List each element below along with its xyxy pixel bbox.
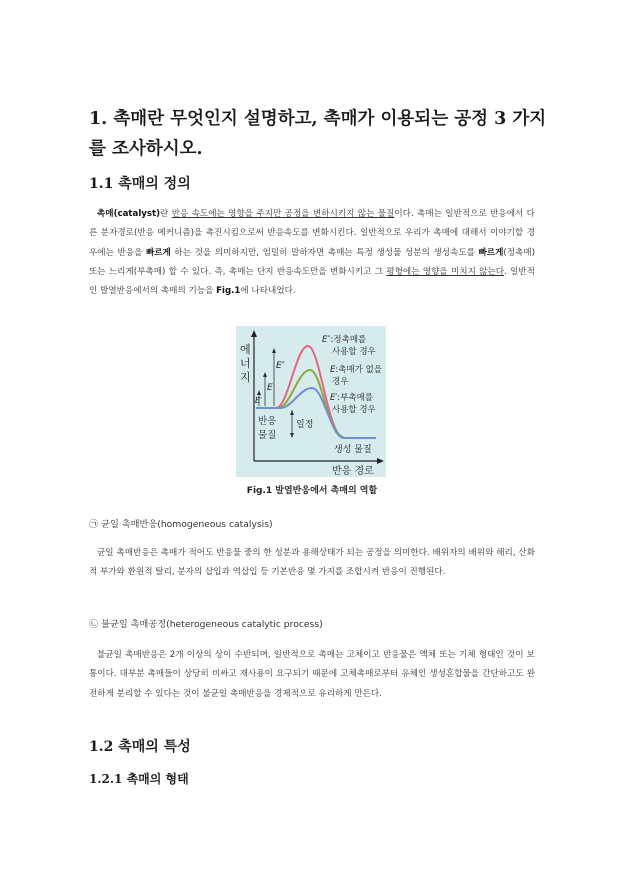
- e-prime-label: E′: [255, 396, 262, 405]
- homogeneous-paragraph: 균일 촉매반응은 촉매가 적어도 반응물 중의 한 성분과 용해상태가 되는 공정을 의미한다. 배위자의 배위와 해리, 산화적 부가와 환원적 탈리, 분자의 삽입과 역삽입 등 기본반응 몇 가지를 조합시켜 반응이 진행된다.: [89, 548, 535, 578]
- definition-paragraph: [89, 205, 535, 301]
- energy-diagram-figure: [236, 326, 386, 477]
- text-run: (정촉매) 또는 느리게(부촉매) 할 수 있다. 즉, 촉매는 단지 반응속도만을 변화시키고 그: [89, 247, 535, 277]
- catalyst-term: 촉매(catalyst): [97, 209, 161, 219]
- legend-negative-line1: E′:부촉매를: [330, 393, 374, 403]
- y-axis-label-2: 너: [240, 357, 251, 370]
- text-run: 란: [160, 209, 172, 219]
- product-label: 생성 물질: [334, 445, 372, 455]
- homogeneous-heading: ㉠ 균일 촉매반응(homogeneous catalysis): [89, 519, 273, 530]
- figure-caption: Fig.1 발열반응에서 촉매의 역할: [246, 486, 378, 496]
- bold-faster: 빠르게: [145, 247, 171, 258]
- y-axis-label-1: 에: [240, 343, 251, 356]
- heterogeneous-paragraph: 불균일 촉매반응은 2개 이상의 상이 수반되며, 일반적으로 촉매는 고체이고 반응물은 액체 또는 기체 형태인 것이 보통이다. 대부분 촉매들이 상당히 비싸고 재사용이 요구되기 때문에 고체촉매로부터 유체인 생성혼합물을 간단하고도 완전하게 분리할 수 있다는 것이 불균일 촉매반응을 경제적으로 유리하게 만든다.: [89, 650, 535, 699]
- legend-none-line2: 경우: [332, 377, 349, 387]
- underlined-definition: 반응 속도에는 영향을 주지만 공정을 변하시키지 않는 물질: [171, 209, 395, 219]
- reactant-label-1: 반응: [258, 416, 277, 427]
- legend-none-line1: E:촉매가 없을: [330, 365, 382, 375]
- legend-positive-line2: 사용할 경우: [332, 347, 376, 357]
- x-axis-label: 반응 경로: [332, 466, 374, 477]
- y-axis-label-3: 지: [240, 371, 251, 384]
- text-run: 하는 것을 의미하지만, 엄밀히 말하자면 촉매는 특정 생성물 성분의 생성속도를: [170, 247, 479, 258]
- energy-diagram: [236, 326, 386, 477]
- text-run: 이다. 촉매는 일반적으로 반응에서 다른 분자경로(반응 메커니즘)을 촉진시킴으로써 반응속도를 변화시킨다. 일반적으로 우리가 촉매에 대해서 이야기할 경우에는 반응을: [89, 209, 535, 258]
- reactant-label-2: 물질: [258, 430, 277, 441]
- e-double-prime-label: E″: [276, 361, 286, 371]
- figure-reference: Fig.1: [216, 286, 241, 297]
- constant-label: 일정: [296, 420, 314, 430]
- legend-positive-line1: E″:정촉매를: [322, 335, 367, 345]
- section-1-2-1-heading: 1.2.1 촉매의 형태: [89, 772, 189, 786]
- section-1-1-heading: 1.1 촉매의 정의: [89, 176, 191, 192]
- underlined-equilibrium: 평형에는 영향을 미치지 않는다: [386, 266, 505, 277]
- heterogeneous-heading: ㉡ 불균일 촉매공정(heterogeneous catalytic process): [89, 619, 323, 630]
- section-1-2-heading: 1.2 촉매의 특성: [89, 739, 191, 755]
- e-a-label: E: [267, 383, 273, 393]
- legend-negative-line2: 사용할 경우: [332, 405, 376, 415]
- text-run: . 일반적인 발열반응에서의 촉매의 기능을: [89, 266, 535, 297]
- main-heading: 1. 촉매란 무엇인지 설명하고, 촉매가 이용되는 공정 3 가지를 조사하시오.: [89, 109, 547, 159]
- bold-faster-2: 빠르게: [478, 247, 504, 258]
- text-run: 에 나타내었다.: [240, 286, 296, 297]
